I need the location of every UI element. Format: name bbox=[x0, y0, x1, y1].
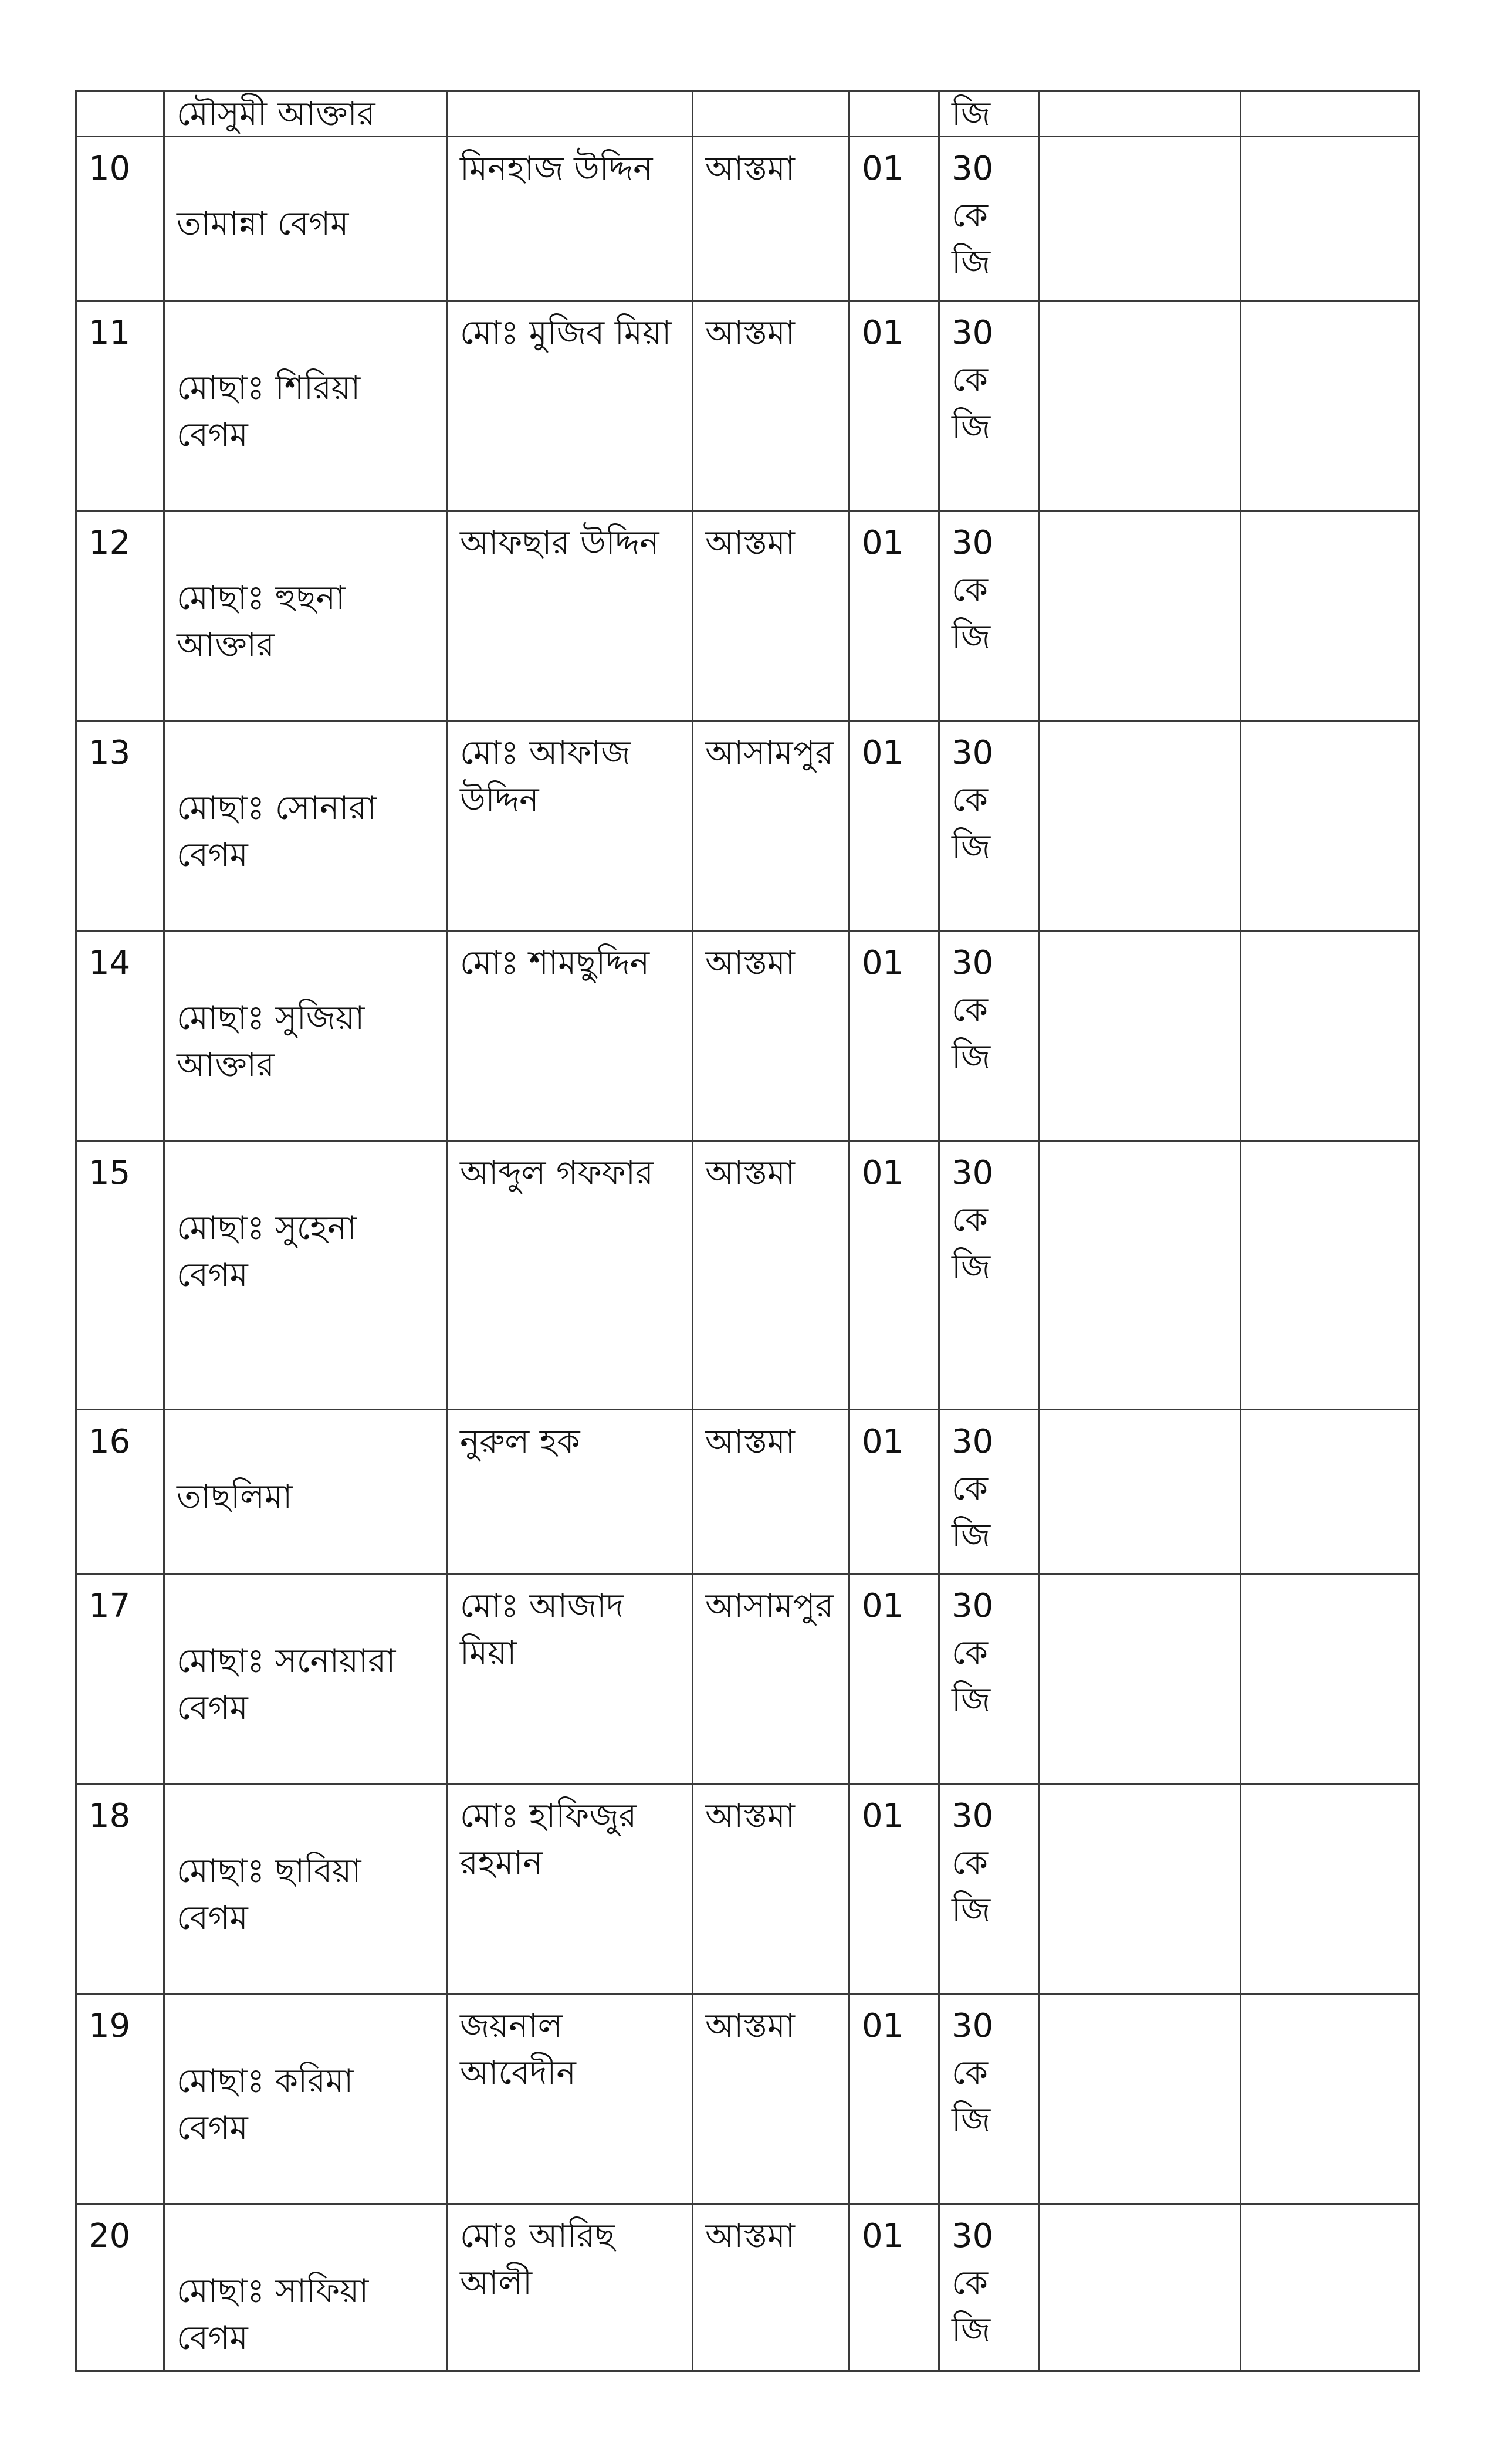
quantity-cell: 30 কে জি bbox=[939, 137, 1040, 301]
signature-cell bbox=[1241, 91, 1419, 137]
village-cell: আস্তমা bbox=[693, 1410, 849, 1574]
guardian-name-cell: মোঃ আজাদ মিয়া bbox=[448, 1574, 693, 1784]
signature-cell bbox=[1241, 301, 1419, 511]
table-body bbox=[76, 91, 1419, 2371]
members-cell: 01 bbox=[849, 511, 939, 721]
signature-cell bbox=[1241, 1141, 1419, 1410]
village-cell: আসামপুর bbox=[693, 1574, 849, 1784]
members-cell: 01 bbox=[849, 1141, 939, 1410]
serial-cell: 20 bbox=[76, 2204, 164, 2371]
signature-cell bbox=[1241, 931, 1419, 1141]
blank-cell bbox=[1040, 91, 1241, 137]
serial-cell: 19 bbox=[76, 1994, 164, 2204]
guardian-name-cell: মিনহাজ উদ্দিন bbox=[448, 137, 693, 301]
blank-cell bbox=[1040, 1410, 1241, 1574]
table-row bbox=[76, 91, 1419, 137]
beneficiary-name-cell: মোছাঃ সুহেনা বেগম bbox=[164, 1141, 448, 1410]
quantity-cell: 30 কে জি bbox=[939, 511, 1040, 721]
serial-cell: 11 bbox=[76, 301, 164, 511]
beneficiary-name-cell: তামান্না বেগম bbox=[164, 137, 448, 301]
beneficiary-name-cell: মোছাঃ শিরিয়া বেগম bbox=[164, 301, 448, 511]
table-row bbox=[76, 1994, 1419, 2204]
beneficiary-name-cell: মোছাঃ সুজিয়া আক্তার bbox=[164, 931, 448, 1141]
guardian-name-cell: মোঃ আফাজ উদ্দিন bbox=[448, 721, 693, 931]
table-row bbox=[76, 1410, 1419, 1574]
table-row bbox=[76, 2204, 1419, 2371]
signature-cell bbox=[1241, 511, 1419, 721]
serial-cell bbox=[76, 91, 164, 137]
quantity-cell: 30 কে জি bbox=[939, 1141, 1040, 1410]
beneficiary-name-cell: মৌসুমী আক্তার bbox=[164, 91, 448, 137]
guardian-name-cell: আফছার উদ্দিন bbox=[448, 511, 693, 721]
table-row bbox=[76, 1574, 1419, 1784]
signature-cell bbox=[1241, 1574, 1419, 1784]
table-row bbox=[76, 1141, 1419, 1410]
signature-cell bbox=[1241, 1994, 1419, 2204]
signature-cell bbox=[1241, 137, 1419, 301]
quantity-cell: 30 কে জি bbox=[939, 1410, 1040, 1574]
quantity-cell: 30 কে জি bbox=[939, 1574, 1040, 1784]
village-cell: আস্তমা bbox=[693, 137, 849, 301]
village-cell: আস্তমা bbox=[693, 511, 849, 721]
village-cell: আস্তমা bbox=[693, 1784, 849, 1994]
serial-cell: 12 bbox=[76, 511, 164, 721]
quantity-cell: 30 কে জি bbox=[939, 301, 1040, 511]
members-cell: 01 bbox=[849, 931, 939, 1141]
quantity-cell: 30 কে জি bbox=[939, 931, 1040, 1141]
guardian-name-cell: জয়নাল আবেদীন bbox=[448, 1994, 693, 2204]
blank-cell bbox=[1040, 1994, 1241, 2204]
guardian-name-cell: মোঃ আরিছ আলী bbox=[448, 2204, 693, 2371]
serial-cell: 18 bbox=[76, 1784, 164, 1994]
members-cell: 01 bbox=[849, 301, 939, 511]
guardian-name-cell: মোঃ মুজিব মিয়া bbox=[448, 301, 693, 511]
quantity-cell: 30 কে জি bbox=[939, 1994, 1040, 2204]
guardian-name-cell: আব্দুল গফফার bbox=[448, 1141, 693, 1410]
members-cell: 01 bbox=[849, 1574, 939, 1784]
members-cell bbox=[849, 91, 939, 137]
table-row bbox=[76, 511, 1419, 721]
quantity-cell: 30 কে জি bbox=[939, 721, 1040, 931]
beneficiary-name-cell: মোছাঃ ছাবিয়া বেগম bbox=[164, 1784, 448, 1994]
table-row bbox=[76, 301, 1419, 511]
signature-cell bbox=[1241, 1784, 1419, 1994]
village-cell: আস্তমা bbox=[693, 1994, 849, 2204]
signature-cell bbox=[1241, 721, 1419, 931]
blank-cell bbox=[1040, 301, 1241, 511]
members-cell: 01 bbox=[849, 1410, 939, 1574]
blank-cell bbox=[1040, 511, 1241, 721]
blank-cell bbox=[1040, 931, 1241, 1141]
serial-cell: 10 bbox=[76, 137, 164, 301]
village-cell: আস্তমা bbox=[693, 931, 849, 1141]
village-cell bbox=[693, 91, 849, 137]
quantity-cell: জি bbox=[939, 91, 1040, 137]
quantity-cell: 30 কে জি bbox=[939, 1784, 1040, 1994]
blank-cell bbox=[1040, 1141, 1241, 1410]
members-cell: 01 bbox=[849, 137, 939, 301]
guardian-name-cell: মোঃ শামছুদ্দিন bbox=[448, 931, 693, 1141]
serial-cell: 13 bbox=[76, 721, 164, 931]
serial-cell: 17 bbox=[76, 1574, 164, 1784]
blank-cell bbox=[1040, 137, 1241, 301]
members-cell: 01 bbox=[849, 2204, 939, 2371]
signature-cell bbox=[1241, 1410, 1419, 1574]
signature-cell bbox=[1241, 2204, 1419, 2371]
members-cell: 01 bbox=[849, 1784, 939, 1994]
blank-cell bbox=[1040, 1574, 1241, 1784]
serial-cell: 15 bbox=[76, 1141, 164, 1410]
guardian-name-cell: নুরুল হক bbox=[448, 1410, 693, 1574]
guardian-name-cell bbox=[448, 91, 693, 137]
village-cell: আসামপুর bbox=[693, 721, 849, 931]
table-row bbox=[76, 721, 1419, 931]
quantity-cell: 30 কে জি bbox=[939, 2204, 1040, 2371]
table-row bbox=[76, 931, 1419, 1141]
blank-cell bbox=[1040, 721, 1241, 931]
beneficiary-name-cell: মোছাঃ করিমা বেগম bbox=[164, 1994, 448, 2204]
members-cell: 01 bbox=[849, 1994, 939, 2204]
beneficiary-name-cell: তাছলিমা bbox=[164, 1410, 448, 1574]
distribution-list-table bbox=[75, 90, 1420, 2372]
village-cell: আস্তমা bbox=[693, 2204, 849, 2371]
beneficiary-name-cell: মোছাঃ হুছনা আক্তার bbox=[164, 511, 448, 721]
table-row bbox=[76, 137, 1419, 301]
beneficiary-name-cell: মোছাঃ সনোয়ারা বেগম bbox=[164, 1574, 448, 1784]
serial-cell: 16 bbox=[76, 1410, 164, 1574]
beneficiary-name-cell: মোছাঃ সাফিয়া বেগম bbox=[164, 2204, 448, 2371]
village-cell: আস্তমা bbox=[693, 301, 849, 511]
members-cell: 01 bbox=[849, 721, 939, 931]
table-row bbox=[76, 1784, 1419, 1994]
village-cell: আস্তমা bbox=[693, 1141, 849, 1410]
blank-cell bbox=[1040, 2204, 1241, 2371]
blank-cell bbox=[1040, 1784, 1241, 1994]
guardian-name-cell: মোঃ হাফিজুর রহমান bbox=[448, 1784, 693, 1994]
beneficiary-name-cell: মোছাঃ সোনারা বেগম bbox=[164, 721, 448, 931]
serial-cell: 14 bbox=[76, 931, 164, 1141]
